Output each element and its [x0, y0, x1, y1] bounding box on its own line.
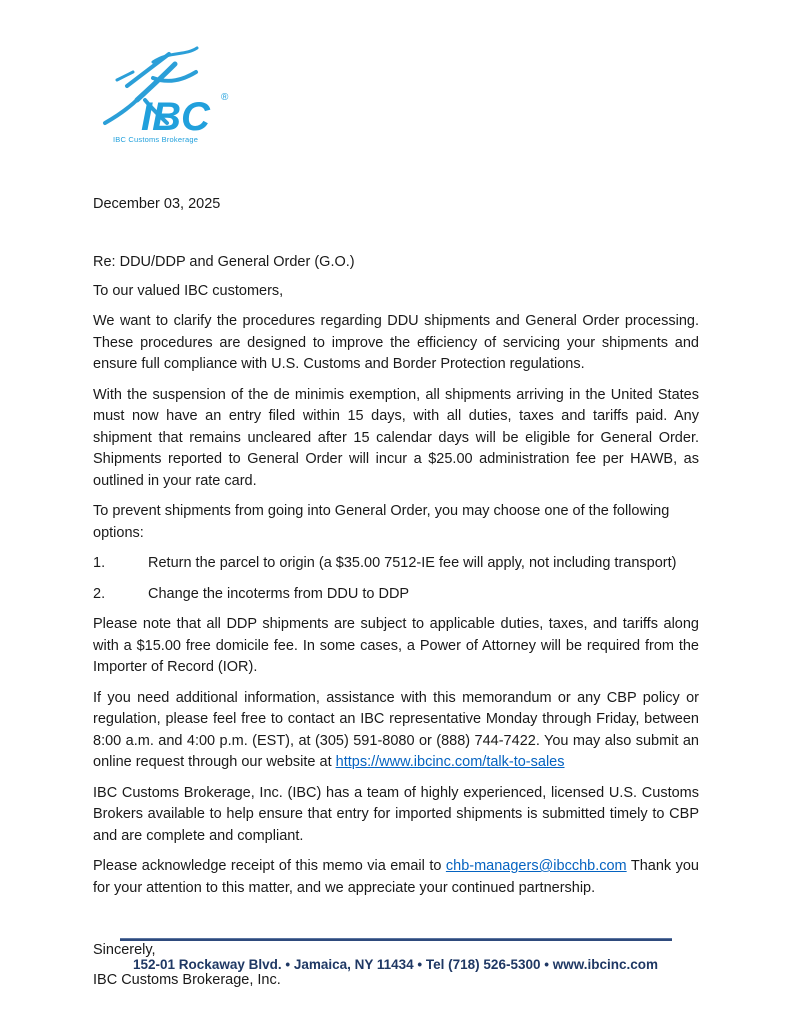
- paragraph-contact-text: If you need additional information, assistance with this memorandum or any CBP policy or regulation, please feel free to contact an IBC representative Monday through Friday, between 8:00 a.m. and 4:00 p.m. (EST), at (305) 591-8080 or (888) 744-7422. You may also submit an online request through our website at: [93, 689, 699, 770]
- paragraph-brokers: IBC Customs Brokerage, Inc. (IBC) has a team of highly experienced, licensed U.S. Customs Brokers available to help ensure that entry for imported shipments is submitted timely to CBP and are complete and compliant.: [93, 784, 699, 844]
- list-item-text: Return the parcel to origin (a $35.00 7512-IE fee will apply, not including transport): [148, 555, 677, 571]
- ibc-logo: [93, 42, 243, 144]
- paragraph-acknowledge-text: Please acknowledge receipt of this memo via email to: [93, 858, 446, 874]
- ibc-runner-icon: [93, 42, 243, 134]
- paragraph-acknowledge: [93, 856, 699, 899]
- paragraph-ddp-note: Please note that all DDP shipments are subject to applicable duties, taxes, and tariffs along with a $15.00 free domicile fee. In some cases, a Power of Attorney will be required from the Importer of Record (IOR).: [93, 616, 699, 675]
- chb-managers-email-link[interactable]: chb-managers@ibcchb.com: [445, 858, 627, 874]
- ibc-logo-text: IBC: [141, 95, 210, 134]
- paragraph-clarify: We want to clarify the procedures regarding DDU shipments and General Order processing. These procedures are designed to improve the efficiency of servicing your shipments and ensure full compliance with U.S. Customs and Border Protection regulations.: [93, 313, 699, 372]
- letter-signature: IBC Customs Brokerage, Inc.: [93, 972, 281, 988]
- list-item: [93, 553, 699, 575]
- letter-salutation: To our valued IBC customers,: [93, 283, 284, 299]
- list-item-number: 2.: [93, 585, 106, 602]
- letter-closing: Sincerely,: [93, 942, 156, 958]
- list-item-text: Change the incoterms from DDU to DDP: [148, 585, 410, 602]
- footer-divider: [120, 938, 672, 941]
- letter-footer: [0, 938, 791, 972]
- talk-to-sales-link[interactable]: https://www.ibcinc.com/talk-to-sales: [335, 754, 565, 770]
- list-item: [93, 584, 699, 606]
- letter-subject: Re: DDU/DDP and General Order (G.O.): [93, 254, 355, 270]
- paragraph-contact: [93, 688, 699, 774]
- paragraph-acknowledge-tail: Thank you for your attention to this matter, and we appreciate your continued partnership.: [93, 858, 699, 896]
- ibc-logo-tagline: IBC Customs Brokerage: [113, 135, 199, 144]
- paragraph-options-intro: To prevent shipments from going into General Order, you may choose one of the following options:: [93, 503, 670, 541]
- list-item-number: 1.: [93, 555, 106, 571]
- paragraph-de-minimis: With the suspension of the de minimis exemption, all shipments arriving in the United States must now have an entry filed within 15 days, with all duties, taxes and tariffs paid. Any shipment that remains uncleared after 15 calendar days will be eligible for General Order. Shipments reported to General Order will incur a $25.00 administration fee per HAWB, as outlined in your rate card.: [93, 386, 699, 489]
- registered-mark: ®: [221, 92, 229, 103]
- footer-contact-info: 152-01 Rockaway Blvd. • Jamaica, NY 11434 • Tel (718) 526-5300 • www.ibcinc.com: [133, 957, 658, 972]
- letter-date: December 03, 2025: [93, 196, 221, 212]
